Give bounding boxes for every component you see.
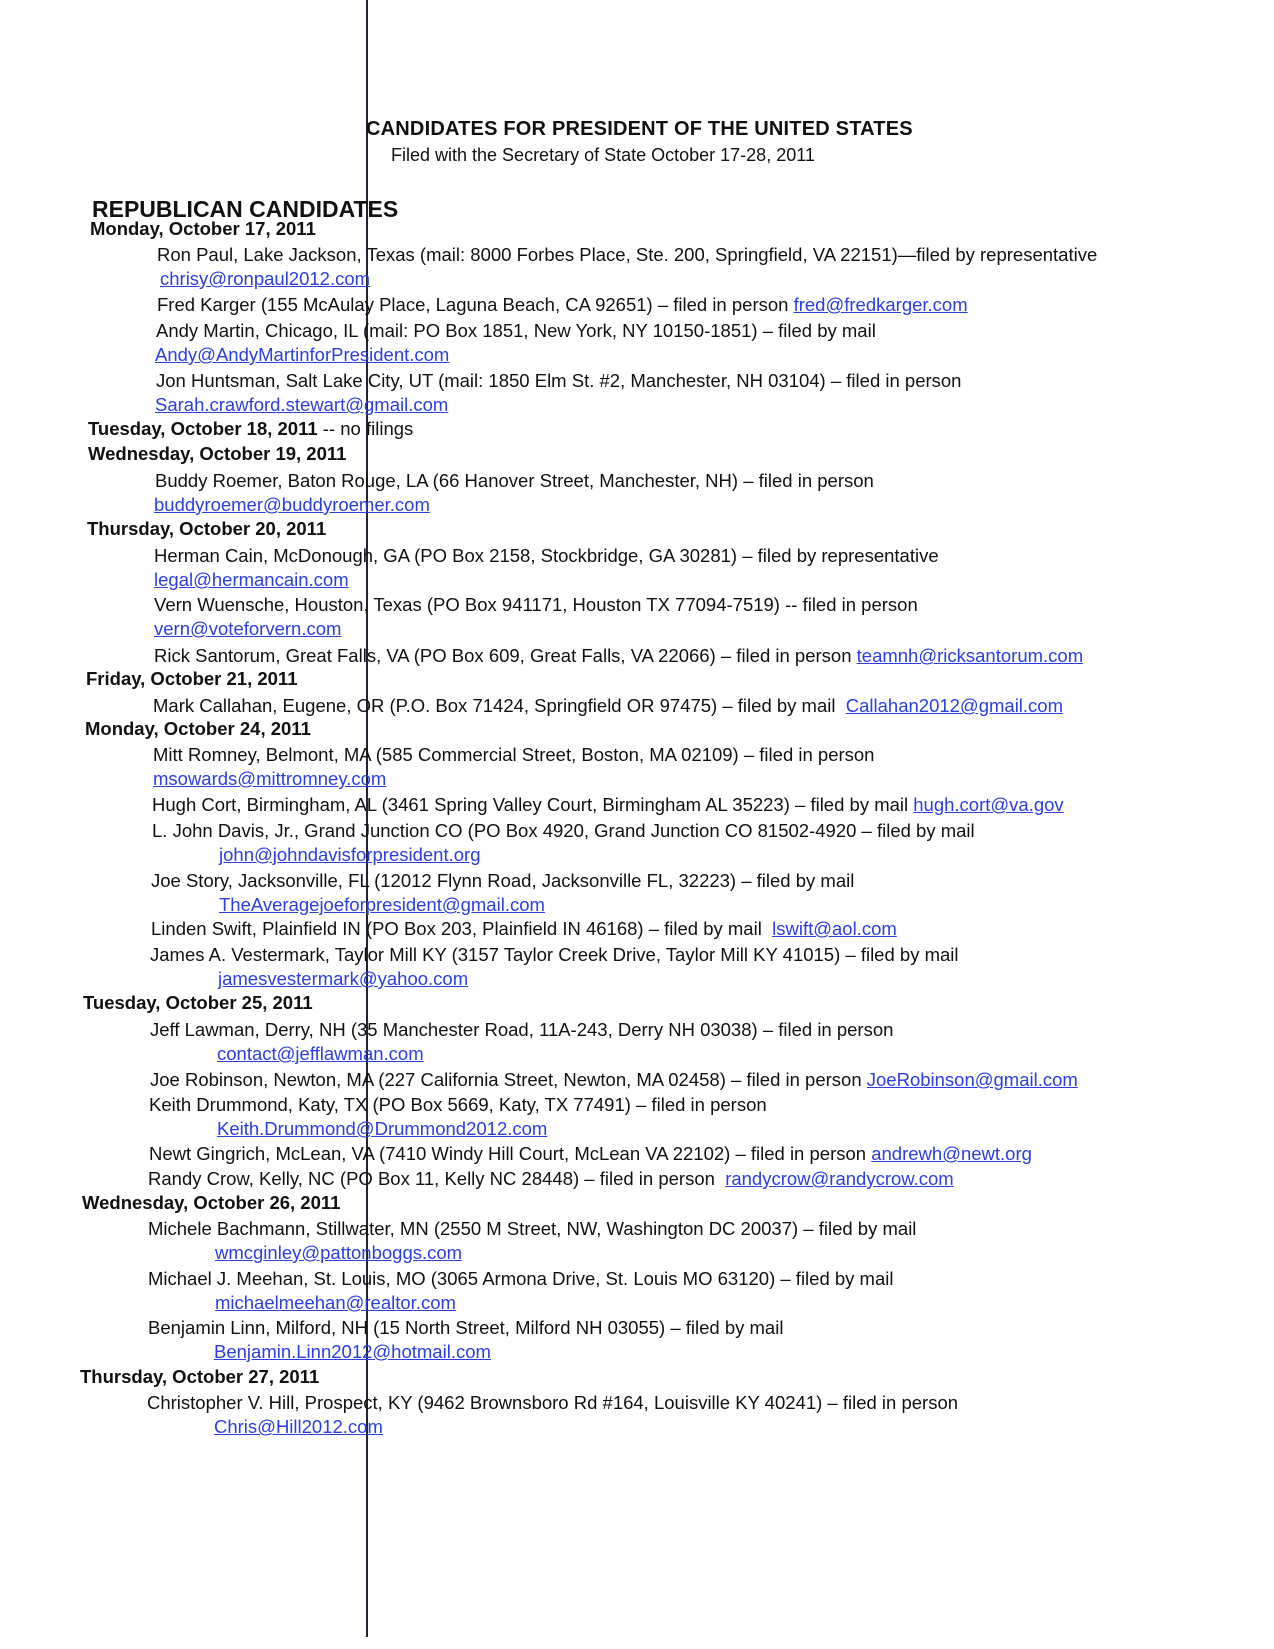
section-heading: REPUBLICAN CANDIDATES	[92, 196, 399, 222]
candidate-email-link[interactable]: Sarah.crawford.stewart@gmail.com	[155, 394, 449, 415]
candidate-email-link[interactable]: hugh.cort@va.gov	[913, 794, 1064, 815]
candidate-entry: Mark Callahan, Eugene, OR (P.O. Box 71424, Springfield OR 97475) – filed by mail	[153, 695, 836, 716]
candidate-email-link[interactable]: legal@hermancain.com	[154, 569, 349, 590]
candidate-entry: Vern Wuensche, Houston, Texas (PO Box 941171, Houston TX 77094-7519) -- filed in person	[154, 594, 918, 615]
candidate-email-link[interactable]: Andy@AndyMartinforPresident.com	[155, 344, 450, 365]
candidate-email-link[interactable]: andrewh@newt.org	[871, 1143, 1032, 1164]
candidate-entry: James A. Vestermark, Taylor Mill KY (3157 Taylor Creek Drive, Taylor Mill KY 41015) – filed by mail	[150, 944, 959, 965]
candidate-email-link[interactable]: randycrow@randycrow.com	[725, 1168, 954, 1189]
date-heading: Friday, October 21, 2011	[86, 668, 298, 689]
candidate-entry: Keith Drummond, Katy, TX (PO Box 5669, Katy, TX 77491) – filed in person	[149, 1094, 767, 1115]
candidate-entry: Buddy Roemer, Baton Rouge, LA (66 Hanover Street, Manchester, NH) – filed in person	[155, 470, 874, 491]
candidate-entry: Randy Crow, Kelly, NC (PO Box 11, Kelly NC 28448) – filed in person	[148, 1168, 715, 1189]
candidate-email-link[interactable]: chrisy@ronpaul2012.com	[160, 268, 371, 289]
candidate-entry: Michele Bachmann, Stillwater, MN (2550 M Street, NW, Washington DC 20037) – filed by mail	[148, 1218, 917, 1239]
date-heading: Wednesday, October 19, 2011	[88, 443, 347, 464]
document-subtitle: Filed with the Secretary of State October 17-28, 2011	[391, 145, 815, 165]
date-heading: Tuesday, October 25, 2011	[83, 992, 313, 1013]
date-heading: Thursday, October 27, 2011	[80, 1366, 320, 1387]
date-heading: Monday, October 17, 2011	[90, 218, 316, 239]
candidate-email-link[interactable]: john@johndavisforpresident.org	[219, 844, 481, 865]
candidate-email-link[interactable]: Keith.Drummond@Drummond2012.com	[217, 1118, 548, 1139]
date-heading: Monday, October 24, 2011	[85, 718, 311, 739]
candidate-email-link[interactable]: michaelmeehan@realtor.com	[215, 1292, 456, 1313]
candidate-entry: Jon Huntsman, Salt Lake City, UT (mail: 1850 Elm St. #2, Manchester, NH 03104) – filed in person	[156, 370, 962, 391]
candidate-email-link[interactable]: Benjamin.Linn2012@hotmail.com	[214, 1341, 491, 1362]
candidate-entry: Newt Gingrich, McLean, VA (7410 Windy Hill Court, McLean VA 22102) – filed in person	[149, 1143, 867, 1164]
candidate-email-link[interactable]: jamesvestermark@yahoo.com	[218, 968, 469, 989]
candidate-entry: Christopher V. Hill, Prospect, KY (9462 Brownsboro Rd #164, Louisville KY 40241) – filed in person	[147, 1392, 959, 1413]
candidate-email-link[interactable]: contact@jefflawman.com	[217, 1043, 424, 1064]
candidate-email-link[interactable]: Callahan2012@gmail.com	[845, 695, 1064, 716]
candidate-email-link[interactable]: msowards@mittromney.com	[153, 768, 387, 789]
candidate-entry: Joe Robinson, Newton, MA (227 California Street, Newton, MA 02458) – filed in person	[150, 1069, 862, 1090]
candidate-email-link[interactable]: buddyroemer@buddyroemer.com	[154, 494, 430, 515]
candidate-entry: Ron Paul, Lake Jackson, Texas (mail: 8000 Forbes Place, Ste. 200, Springfield, VA 22151)—filed by representative	[157, 244, 1098, 265]
candidate-email-link[interactable]: Chris@Hill2012.com	[214, 1416, 383, 1437]
date-heading: Thursday, October 20, 2011	[87, 518, 327, 539]
candidate-entry: Jeff Lawman, Derry, NH (35 Manchester Road, 11A-243, Derry NH 03038) – filed in person	[150, 1019, 894, 1040]
candidate-entry: Michael J. Meehan, St. Louis, MO (3065 Armona Drive, St. Louis MO 63120) – filed by mail	[148, 1268, 894, 1289]
candidate-email-link[interactable]: JoeRobinson@gmail.com	[866, 1069, 1078, 1090]
candidate-entry: Mitt Romney, Belmont, MA (585 Commercial Street, Boston, MA 02109) – filed in person	[153, 744, 875, 765]
candidate-email-link[interactable]: teamnh@ricksantorum.com	[856, 645, 1084, 666]
date-heading: Tuesday, October 18, 2011	[88, 418, 318, 439]
candidate-entry: Linden Swift, Plainfield IN (PO Box 203, Plainfield IN 46168) – filed by mail	[151, 918, 762, 939]
candidate-email-link[interactable]: lswift@aol.com	[772, 918, 897, 939]
candidate-email-link[interactable]: vern@voteforvern.com	[154, 618, 342, 639]
candidate-entry: Herman Cain, McDonough, GA (PO Box 2158, Stockbridge, GA 30281) – filed by representative	[154, 545, 939, 566]
candidate-entry: Andy Martin, Chicago, IL (mail: PO Box 1851, New York, NY 10150-1851) – filed by mail	[156, 320, 876, 341]
document-title: CANDIDATES FOR PRESIDENT OF THE UNITED STATES	[366, 118, 913, 140]
candidate-entry: Hugh Cort, Birmingham, AL (3461 Spring Valley Court, Birmingham AL 35223) – filed by mail	[152, 794, 909, 815]
date-heading: Wednesday, October 26, 2011	[82, 1192, 341, 1213]
candidate-email-link[interactable]: fred@fredkarger.com	[793, 294, 968, 315]
no-filings-note: -- no filings	[322, 418, 414, 439]
candidate-entry: Benjamin Linn, Milford, NH (15 North Street, Milford NH 03055) – filed by mail	[148, 1317, 784, 1338]
candidate-entry: Rick Santorum, Great Falls, VA (PO Box 609, Great Falls, VA 22066) – filed in person	[154, 645, 852, 666]
candidate-entry: Fred Karger (155 McAulay Place, Laguna Beach, CA 92651) – filed in person	[157, 294, 789, 315]
candidate-email-link[interactable]: wmcginley@pattonboggs.com	[215, 1242, 463, 1263]
candidate-entry: L. John Davis, Jr., Grand Junction CO (PO Box 4920, Grand Junction CO 81502-4920 – filed by mail	[152, 820, 975, 841]
candidate-email-link[interactable]: TheAveragejoeforpresident@gmail.com	[219, 894, 545, 915]
candidate-entry: Joe Story, Jacksonville, FL (12012 Flynn Road, Jacksonville FL, 32223) – filed by mail	[151, 870, 855, 891]
